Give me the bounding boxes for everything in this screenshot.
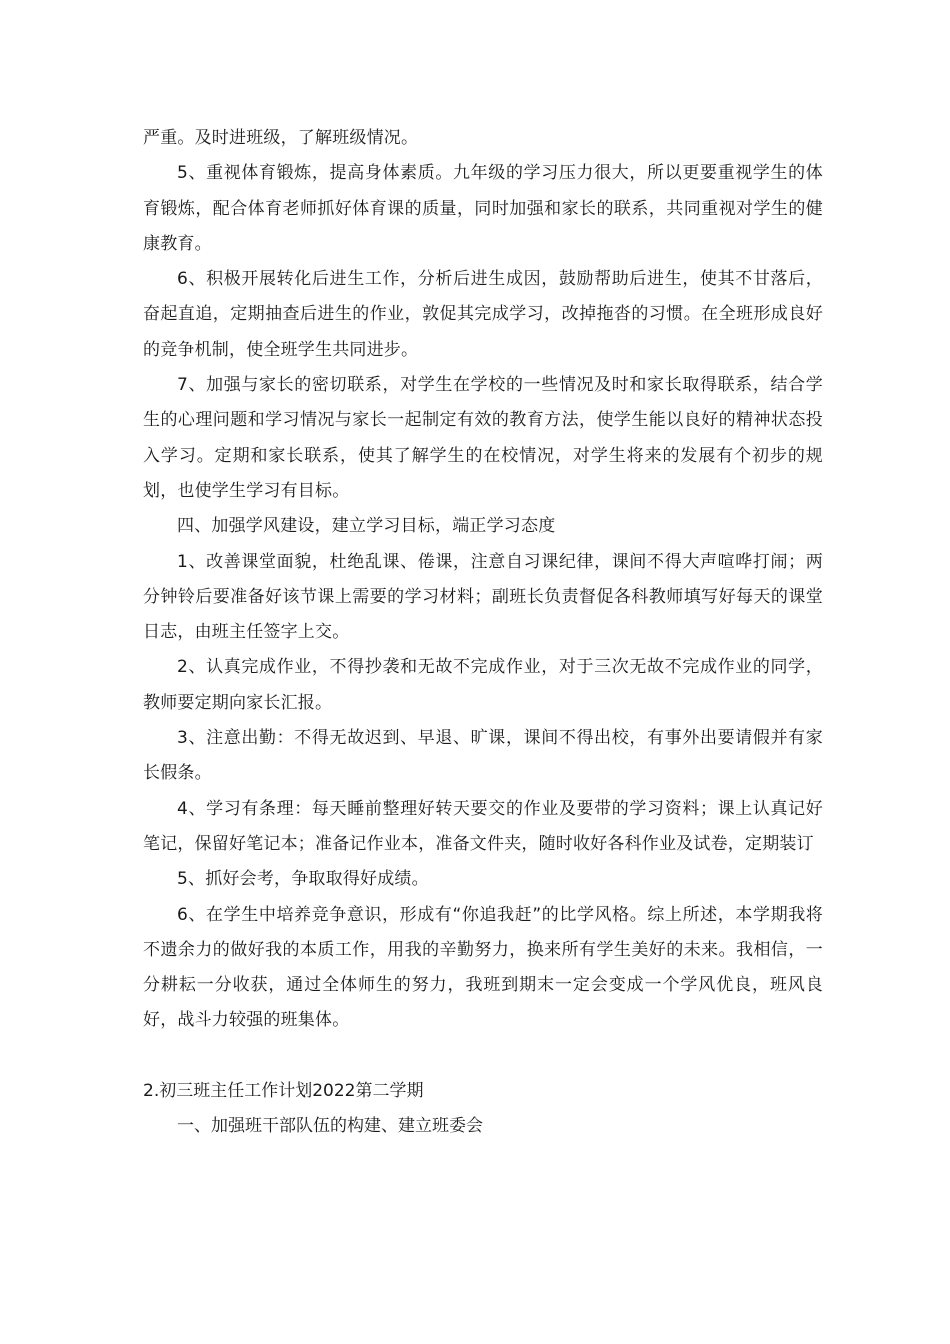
paragraph-heading-four: 四、加强学风建设，建立学习目标，端正学习态度 — [177, 516, 556, 537]
paragraph-item-5-exam: 5、抓好会考，争取取得好成绩。 — [177, 869, 429, 890]
paragraph-item-4-organization: 4、学习有条理：每天睡前整理好转天要交的作业及要带的学习资料；课上认真记好笔记，保留好笔记本；准备记作业本，准备文件夹，随时收好各科作业及试卷，定期装订 — [143, 798, 823, 854]
section-title: 2.初三班主任工作计划2022第二学期 — [143, 1080, 424, 1101]
paragraph-item-5-sports: 5、重视体育锻炼，提高身体素质。九年级的学习压力很大，所以更要重视学生的体育锻炼，配合体育老师抓好体育课的质量，同时加强和家长的联系，共同重视对学生的健康教育。 — [143, 163, 823, 254]
document-body — [143, 121, 823, 1144]
paragraph-item-2-homework: 2、认真完成作业，不得抄袭和无故不完成作业，对于三次无故不完成作业的同学，教师要定期向家长汇报。 — [143, 657, 823, 713]
sub-heading: 一、加强班干部队伍的构建、建立班委会 — [177, 1116, 483, 1137]
paragraph-continuation: 严重。及时进班级，了解班级情况。 — [143, 128, 419, 148]
paragraph-item-6-underachievers: 6、积极开展转化后进生工作，分析后进生成因，鼓励帮助后进生，使其不甘落后，奋起直追，定期抽查后进生的作业，敦促其完成学习，改掉拖沓的习惯。在全班形成良好的竞争机制，使全班学生共同进步。 — [143, 269, 823, 360]
paragraph-item-1-classroom: 1、改善课堂面貌，杜绝乱课、倦课，注意自习课纪律，课间不得大声喧哗打闹；两分钟铃后要准备好该节课上需要的学习材料；副班长负责督促各科教师填写好每天的课堂日志，由班主任签字上交。 — [143, 551, 823, 643]
paragraph-item-6-competition: 6、在学生中培养竞争意识，形成有“你追我赶”的比学风格。综上所述，本学期我将不遗余力的做好我的本质工作，用我的辛勤努力，换来所有学生美好的未来。我相信，一分耕耘一分收获，通过全体师生的努力，我班到期末一定会变成一个学风优良，班风良好，战斗力较强的班集体。 — [143, 904, 823, 1031]
paragraph-item-7-parents: 7、加强与家长的密切联系，对学生在学校的一些情况及时和家长取得联系，结合学生的心理问题和学习情况与家长一起制定有效的教育方法，使学生能以良好的精神状态投入学习。定期和家长联系，使其了解学生的在校情况，对学生将来的发展有个初步的规划，也使学生学习有目标。 — [143, 375, 823, 501]
paragraph-item-3-attendance: 3、注意出勤：不得无故迟到、早退、旷课，课间不得出校，有事外出要请假并有家长假条。 — [143, 728, 823, 784]
